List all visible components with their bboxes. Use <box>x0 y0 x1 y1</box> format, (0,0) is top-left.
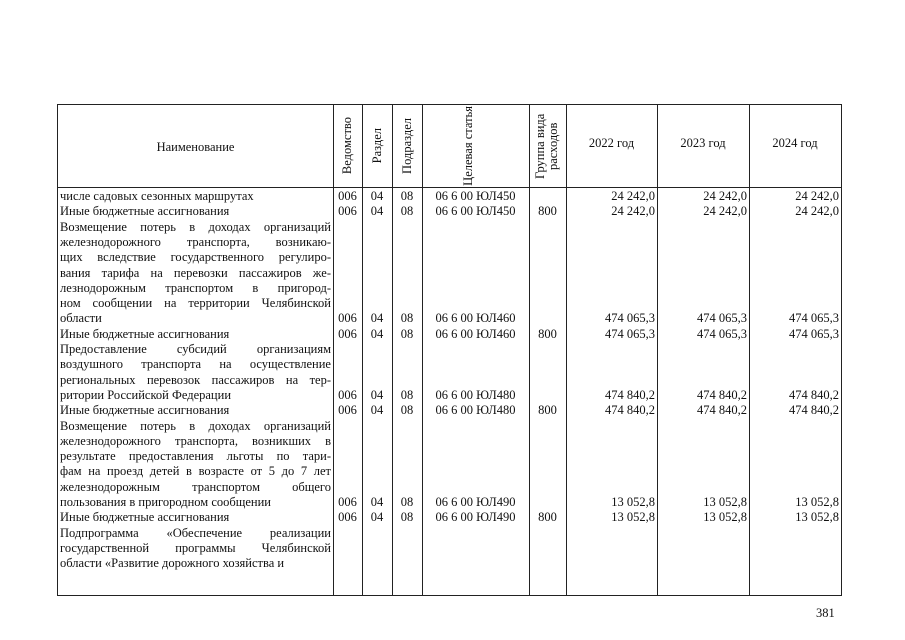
row-name-line: ном сообщении на территории Челябинской <box>60 296 331 311</box>
cell-y2023: 474 065,3 <box>697 326 747 341</box>
cell-y2023: 13 052,8 <box>703 510 747 525</box>
cell-razdel: 04 <box>370 204 384 219</box>
cell-razdel: 04 <box>370 403 384 418</box>
cell-razdel: 04 <box>370 311 384 326</box>
cell-podrazdel: 08 <box>400 311 414 326</box>
cell-y2023: 24 242,0 <box>703 189 747 203</box>
header-2023: 2023 год <box>680 135 726 150</box>
row-name-line: области «Развитие дорожного хозяйства и <box>60 556 285 571</box>
row-name-line: Возмещение потерь в доходах организаций <box>60 418 331 433</box>
cell-y2024: 13 052,8 <box>795 510 839 525</box>
cell-group: 800 <box>538 510 557 525</box>
cell-y2022: 474 840,2 <box>605 403 655 418</box>
cell-group: 800 <box>538 204 557 219</box>
cell-podrazdel: 08 <box>400 495 414 509</box>
page-number: 381 <box>816 606 835 620</box>
row-name-line: железнодорожного транспорта, возникаю- <box>60 234 331 249</box>
cell-ved: 006 <box>338 326 357 341</box>
cell-ved: 006 <box>338 204 357 219</box>
row-name-line: щих вследствие государственного регулиро- <box>60 250 331 265</box>
cell-y2024: 474 840,2 <box>789 387 839 402</box>
row-name-line: Предоставление субсидий организациям <box>60 342 331 356</box>
row-name-line: воздушного транспорта на осуществление <box>60 357 331 372</box>
cell-y2024: 474 840,2 <box>789 403 839 418</box>
cell-group: 800 <box>538 326 557 341</box>
row-name-line: ритории Российской Федерации <box>60 387 232 402</box>
cell-razdel: 04 <box>370 387 384 402</box>
cell-y2023: 474 840,2 <box>697 403 747 418</box>
header-divider <box>58 187 841 188</box>
cell-y2022: 24 242,0 <box>611 204 655 219</box>
header-razdel: Раздел <box>369 128 384 164</box>
row-name-line: фам на проезд детей в возрасте от 5 до 7 лет <box>60 464 331 479</box>
budget-table <box>57 104 842 596</box>
cell-y2022: 474 840,2 <box>605 387 655 402</box>
cell-y2023: 24 242,0 <box>703 204 747 219</box>
cell-article: 06 6 00 ЮЛ490 <box>435 495 516 509</box>
header-article: Целевая статья <box>460 106 475 186</box>
cell-podrazdel: 08 <box>400 204 414 219</box>
cell-y2023: 13 052,8 <box>703 495 747 509</box>
cell-ved: 006 <box>338 403 357 418</box>
row-name-line: региональных перевозок пассажиров на тер- <box>60 372 331 387</box>
row-name-line: Иные бюджетные ассигнования <box>60 510 230 525</box>
row-name-line: Иные бюджетные ассигнования <box>60 403 230 418</box>
cell-article: 06 6 00 ЮЛ480 <box>435 403 516 418</box>
header-2024: 2024 год <box>772 135 818 150</box>
cell-podrazdel: 08 <box>400 189 414 203</box>
header-ved: Ведомство <box>340 117 354 175</box>
row-name-line: Возмещение потерь в доходах организаций <box>60 219 331 234</box>
cell-article: 06 6 00 ЮЛ480 <box>435 387 516 402</box>
row-name-line: лезнодорожным транспортом в пригород- <box>60 280 331 295</box>
header-2022: 2022 год <box>588 135 635 150</box>
cell-razdel: 04 <box>370 510 384 525</box>
cell-y2022: 24 242,0 <box>611 189 655 203</box>
row-name-line: результате предоставления льготы по тари- <box>60 449 331 464</box>
cell-y2024: 474 065,3 <box>789 326 839 341</box>
header-podrazdel: Подраздел <box>399 118 414 174</box>
cell-podrazdel: 08 <box>400 403 414 418</box>
row-name-line: области <box>60 311 102 326</box>
cell-group: 800 <box>538 403 557 418</box>
cell-y2022: 474 065,3 <box>605 311 655 326</box>
row-name-line: железнодорожного транспорта, возникших в <box>60 433 331 448</box>
header-group: Группа вида расходов <box>532 113 560 179</box>
cell-razdel: 04 <box>370 326 384 341</box>
cell-ved: 006 <box>338 387 357 402</box>
row-name-line: вания тарифа на перевозки пассажиров же- <box>60 265 331 280</box>
cell-ved: 006 <box>338 495 357 509</box>
cell-podrazdel: 08 <box>400 387 414 402</box>
cell-razdel: 04 <box>370 189 384 203</box>
row-name-line: государственной программы Челябинской <box>60 540 331 555</box>
cell-y2022: 474 065,3 <box>605 326 655 341</box>
cell-ved: 006 <box>338 189 357 203</box>
cell-y2023: 474 840,2 <box>697 387 747 402</box>
cell-podrazdel: 08 <box>400 326 414 341</box>
row-name-line: железнодорожным транспортом общего <box>60 479 331 494</box>
row-name-line: Иные бюджетные ассигнования <box>60 326 230 341</box>
cell-ved: 006 <box>338 311 357 326</box>
row-name-line: Иные бюджетные ассигнования <box>60 204 230 219</box>
cell-y2024: 24 242,0 <box>795 189 839 203</box>
cell-article: 06 6 00 ЮЛ490 <box>435 510 516 525</box>
cell-y2024: 474 065,3 <box>789 311 839 326</box>
cell-podrazdel: 08 <box>400 510 414 525</box>
cell-article: 06 6 00 ЮЛ450 <box>435 204 516 219</box>
header-article-cell <box>422 105 529 187</box>
header-podrazdel-cell <box>392 105 422 187</box>
cell-ved: 006 <box>338 510 357 525</box>
row-name-line: Подпрограмма «Обеспечение реализации <box>60 525 331 540</box>
row-name-line: числе садовых сезонных маршрутах <box>60 189 254 203</box>
header-group-cell <box>529 105 566 187</box>
cell-razdel: 04 <box>370 495 384 509</box>
header-razdel-cell <box>362 105 392 187</box>
cell-y2023: 474 065,3 <box>697 311 747 326</box>
header-name: Наименование <box>156 139 235 154</box>
header-ved-cell <box>333 105 362 187</box>
cell-y2024: 24 242,0 <box>795 204 839 219</box>
cell-y2022: 13 052,8 <box>611 495 655 509</box>
cell-y2024: 13 052,8 <box>795 495 839 509</box>
cell-article: 06 6 00 ЮЛ460 <box>435 311 516 326</box>
cell-article: 06 6 00 ЮЛ450 <box>435 189 516 203</box>
cell-y2022: 13 052,8 <box>611 510 655 525</box>
row-name-line: пользования в пригородном сообщении <box>60 495 271 509</box>
cell-article: 06 6 00 ЮЛ460 <box>435 326 516 341</box>
